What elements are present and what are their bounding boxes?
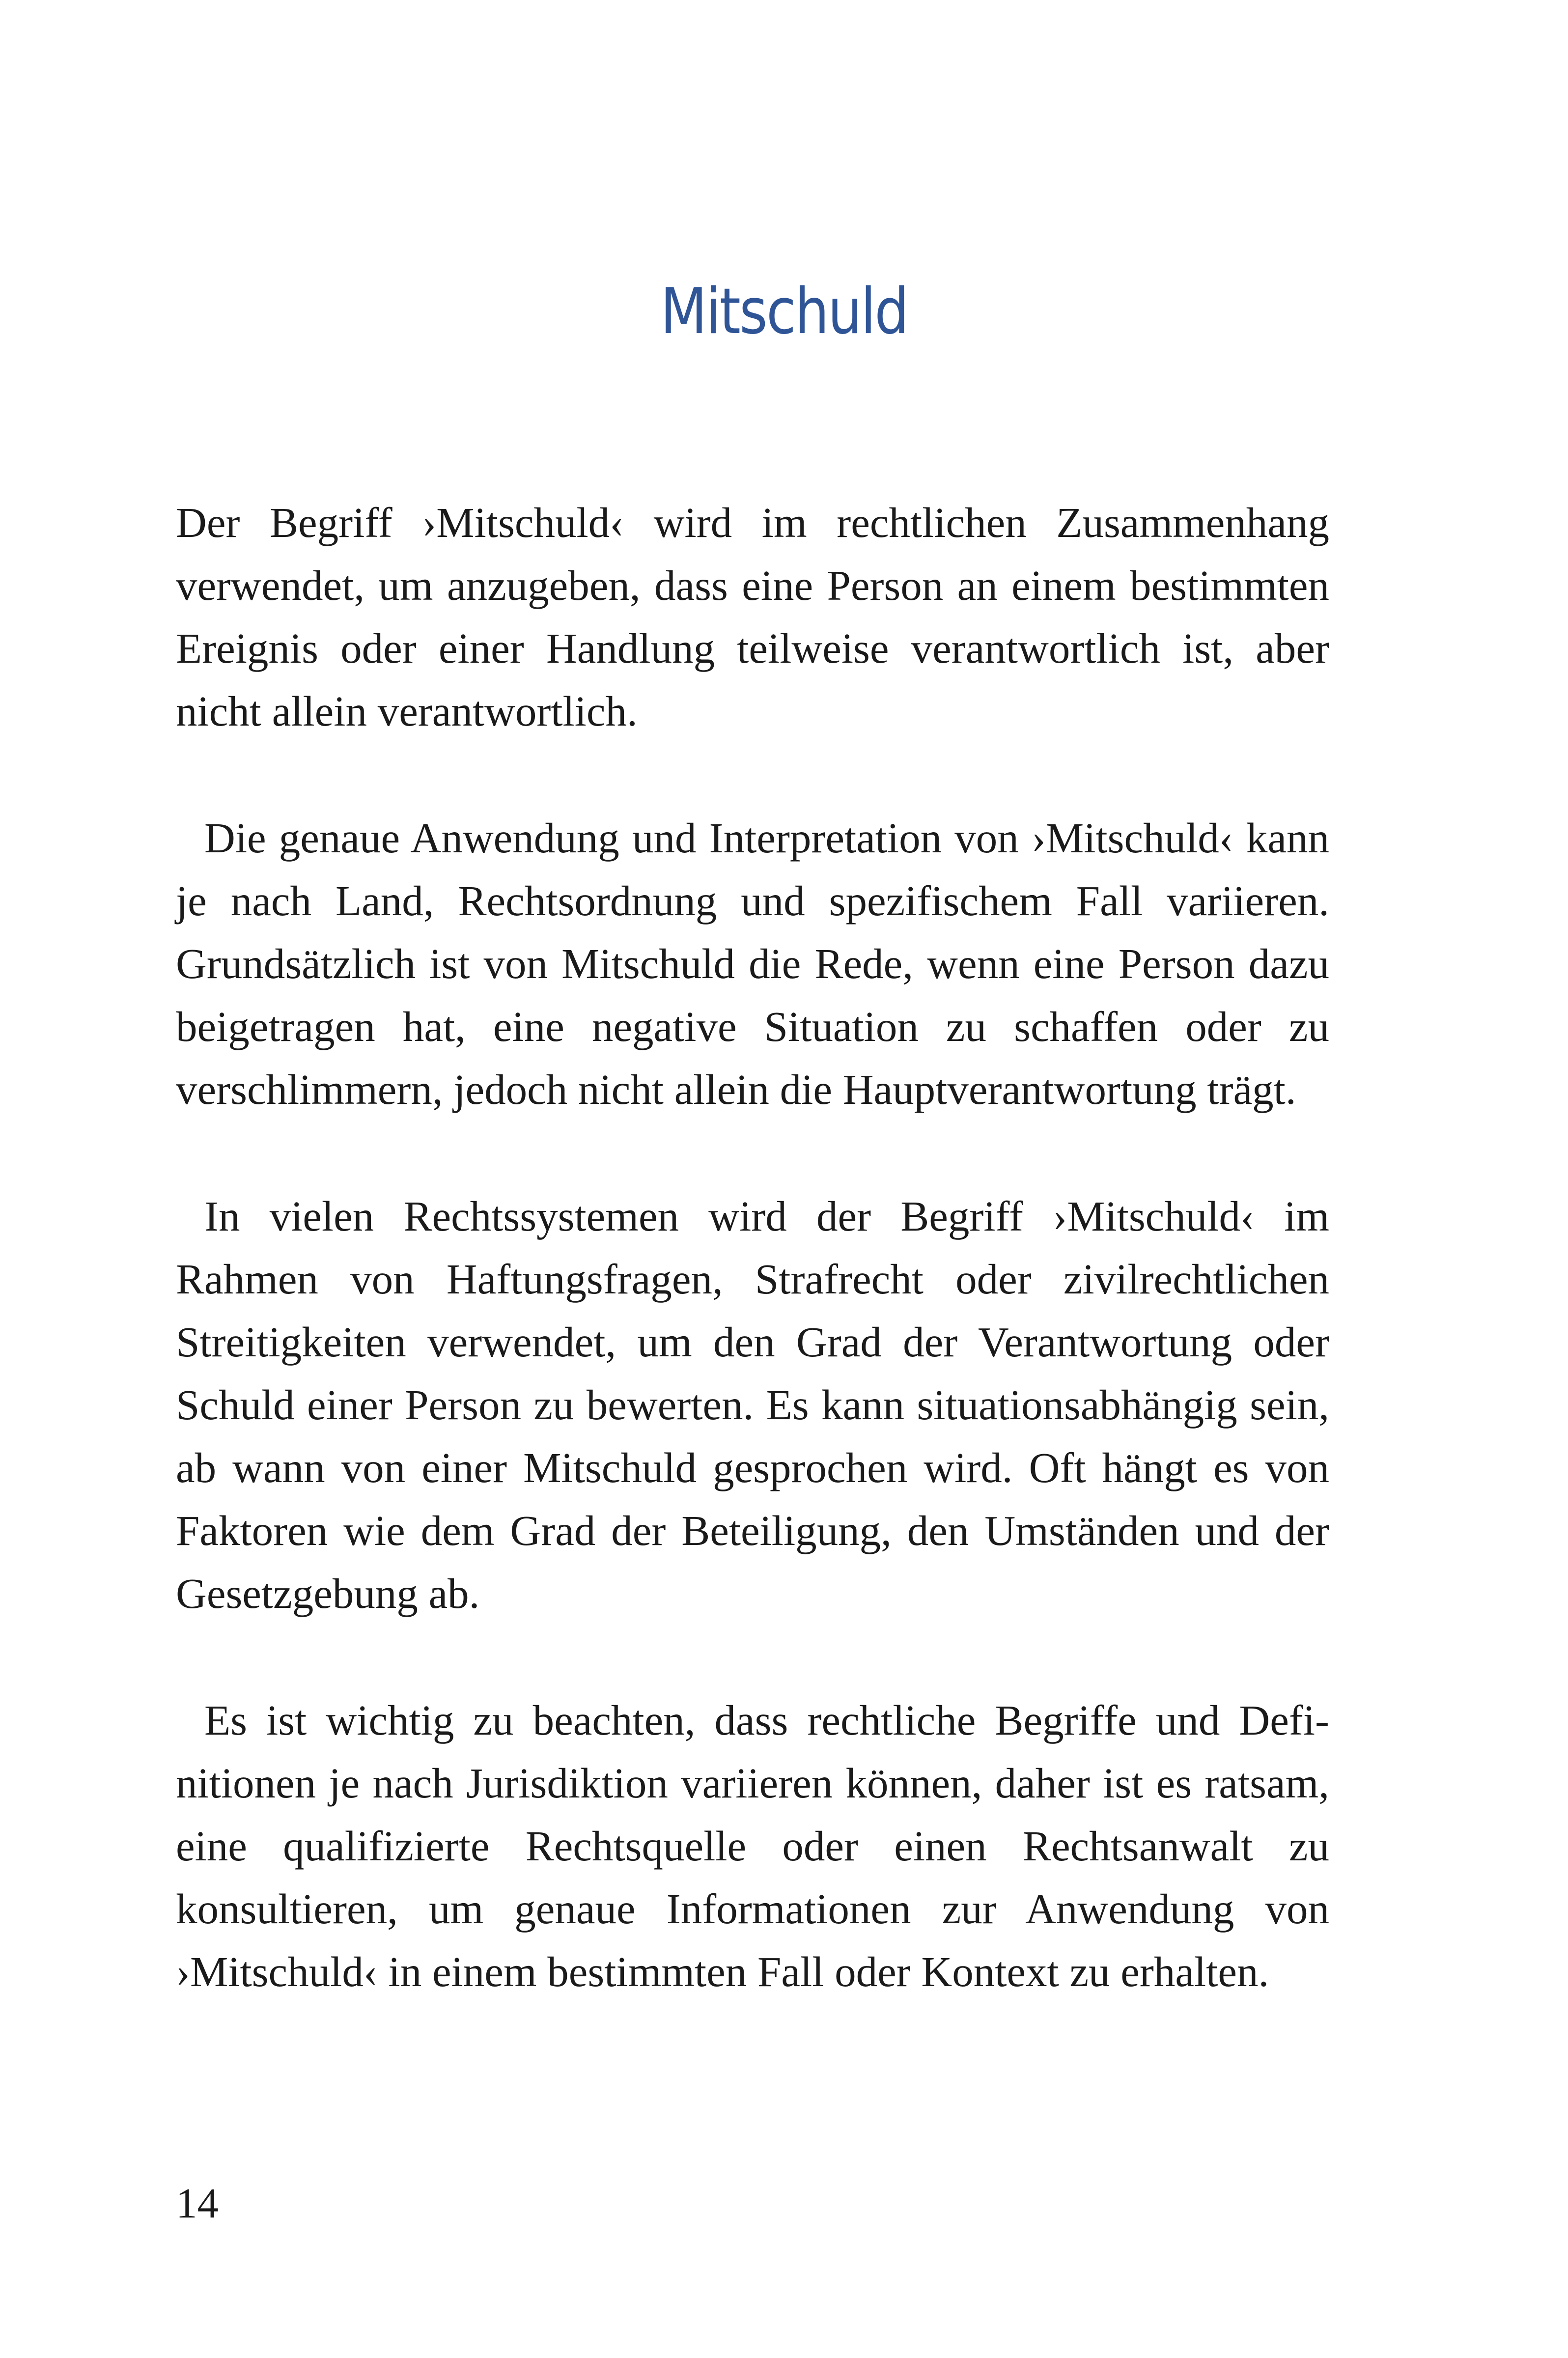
paragraph-3: In vielen Rechtssystemen wird der Begriff ›Mitschuld‹ im Rahmen von Haftungsfragen, Strafrecht oder zivilrechtlichen Streitigkeiten verwendet, um den Grad der Verantwortung oder Schuld einer Person zu bewerten. Es kann situationsabhängig sein, ab wann von einer Mitschuld gesprochen wird. Oft hängt es von Faktoren wie dem Grad der Beteiligung, den Umständen und der Gesetzgebung ab. xyxy=(176,1192,1329,1617)
paragraph-4: Es ist wichtig zu beachten, dass rechtliche Begriffe und Definitionen je nach Jurisdiktion variieren können, daher ist es ratsam, eine qualifizierte Rechtsquelle oder einen Rechtsanwalt zu konsultieren, um genaue Informationen zur Anwendung von ›Mitschuld‹ in einem bestimmten Fall oder Kontext zu erhalten. xyxy=(176,1696,1329,1995)
paragraph-2: Die genaue Anwendung und Interpretation von ›Mitschuld‹ kann je nach Land, Rechtsordnung und spezifischem Fall variieren. Grundsätzlich ist von Mitschuld die Rede, wenn eine Person dazu beigetragen hat, eine negative Situation zu schaffen oder zu verschlimmern, jedoch nicht allein die Hauptverantwortung trägt. xyxy=(176,814,1329,1113)
body-text xyxy=(176,491,1329,2067)
page-title: Mitschuld xyxy=(660,275,908,348)
paragraph-1: Der Begriff ›Mitschuld‹ wird im rechtlichen Zusammenhang verwendet, um anzugeben, dass eine Person an einem bestimmten Ereignis oder einer Handlung teilweise verantwortlich ist, aber nicht allein verantwortlich. xyxy=(176,499,1329,735)
page-number: 14 xyxy=(176,2179,219,2227)
